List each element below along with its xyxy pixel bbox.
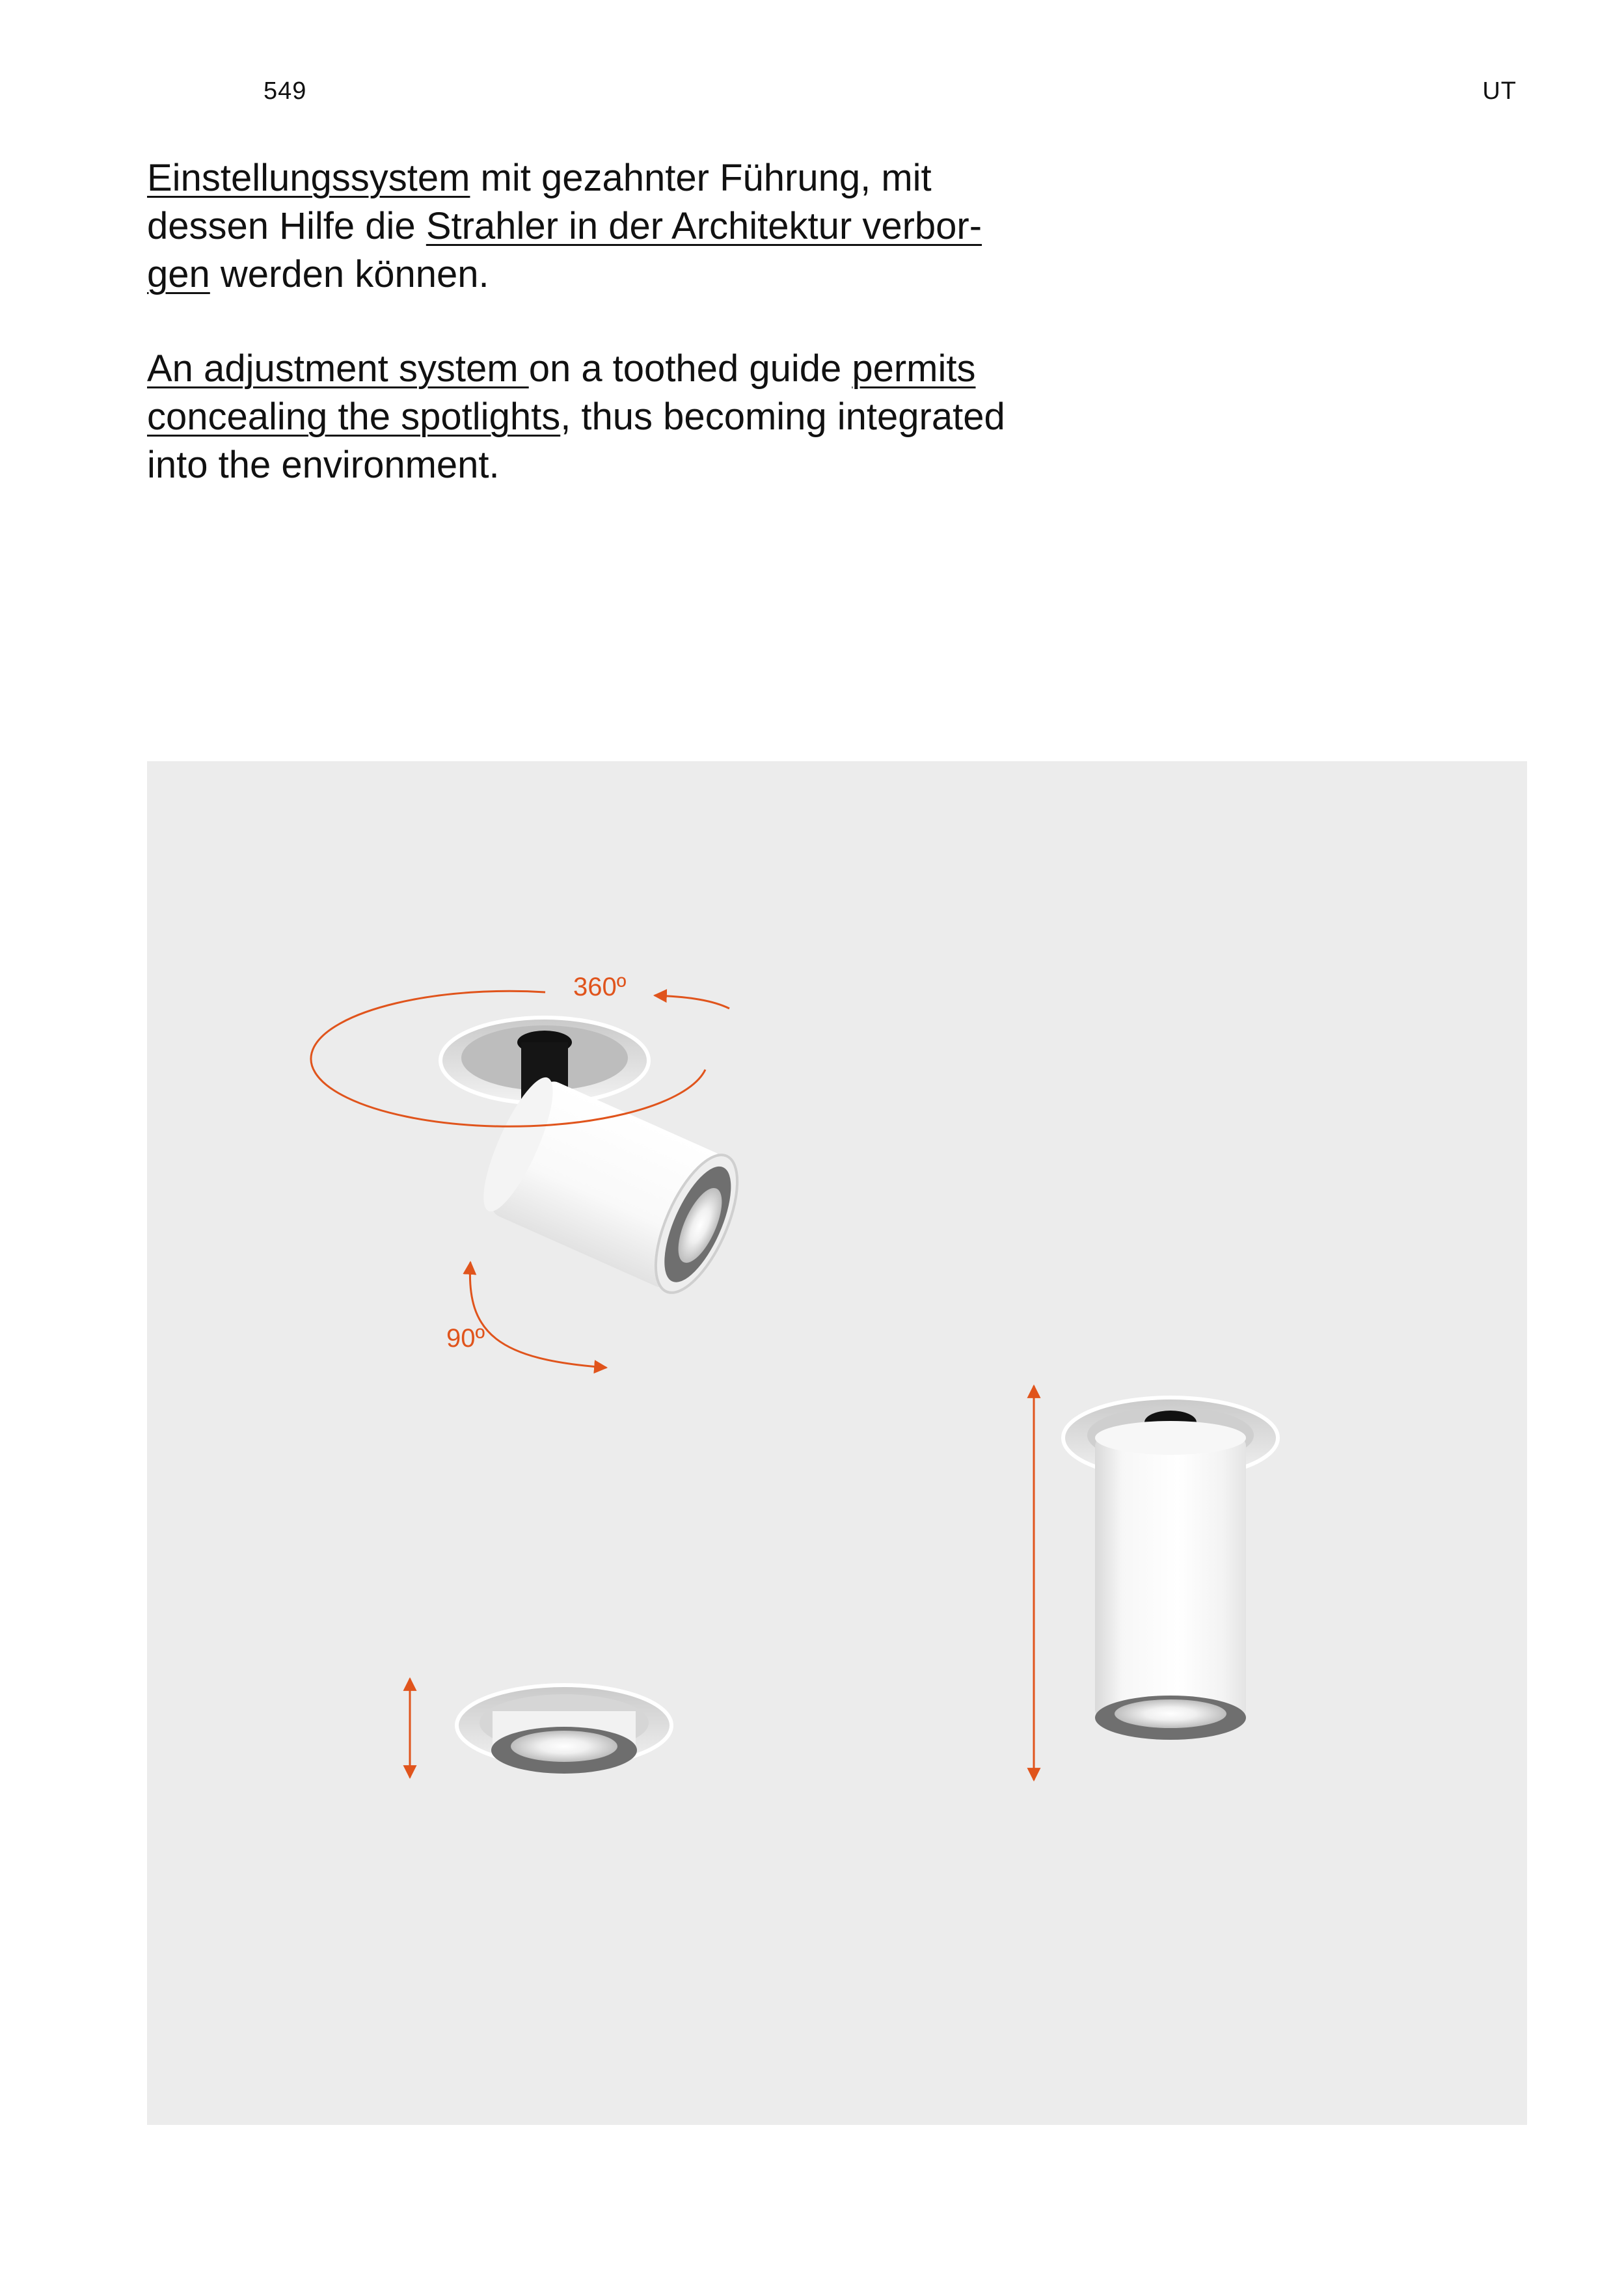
- description-english: [147, 345, 1123, 489]
- tilt-90-annotation: [446, 1262, 606, 1368]
- english-term-concealing-spotlights: concealing the spotlights: [147, 396, 561, 438]
- german-term-adjustment-system: Einstellungssystem: [147, 157, 470, 199]
- german-line-2-text: dessen Hilfe die: [147, 205, 426, 247]
- german-line-1: [147, 154, 1123, 202]
- section-code: UT: [1482, 77, 1517, 105]
- recessed-spotlight: [410, 1679, 671, 1778]
- english-line-1-text: on a toothed guide: [528, 347, 852, 390]
- tilted-spotlight: [440, 1018, 754, 1304]
- german-line-1-text: mit gezahnter Führung, mit: [470, 157, 932, 199]
- page-number: 549: [264, 77, 307, 105]
- english-line-3: into the environment.: [147, 444, 500, 486]
- tilt-90-label: 90º: [446, 1324, 485, 1353]
- english-line-2-text: , thus becoming integrated: [560, 396, 1005, 438]
- extended-spotlight: [1034, 1386, 1278, 1780]
- english-term-adjustment-system: An adjustment system: [147, 347, 529, 390]
- english-line-2: [147, 393, 1123, 441]
- german-line-3: [147, 250, 1123, 299]
- german-term-concealed-spotlights: Strahler in der Architektur verbor-: [426, 205, 982, 247]
- german-line-2: [147, 202, 1123, 250]
- description-german: [147, 154, 1123, 299]
- rotation-360-label: 360º: [573, 973, 627, 1001]
- product-illustration: [147, 761, 1527, 2125]
- product-figure-panel: [147, 761, 1527, 2125]
- german-term-concealed-end: gen: [147, 253, 210, 295]
- english-line-1: [147, 345, 1123, 393]
- english-term-permits: permits: [852, 347, 976, 390]
- german-line-3-text: werden können.: [210, 253, 489, 295]
